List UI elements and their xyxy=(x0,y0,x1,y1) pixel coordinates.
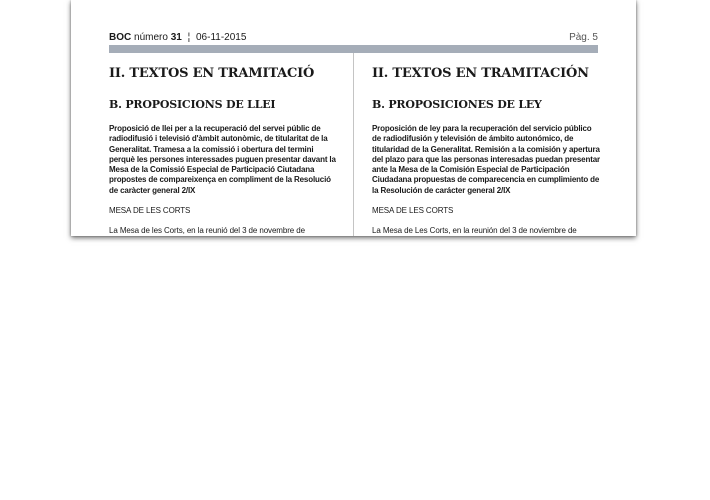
body-heading: MESA DE LES CORTS xyxy=(109,206,191,216)
journal-reference xyxy=(109,31,246,45)
header-separator: ¦ xyxy=(187,32,191,43)
subsection-title: B. PROPOSICIONES DE LEY xyxy=(372,98,542,111)
issue-date: 06-11-2015 xyxy=(196,32,247,43)
body-heading: MESA DE LES CORTS xyxy=(372,206,454,216)
column-divider xyxy=(353,53,354,236)
section-title: II. TEXTOS EN TRAMITACIÓ xyxy=(109,66,315,81)
header-rule xyxy=(109,45,598,53)
proposal-summary: Proposició de llei per a la recuperació del servei públic de radiodifusió i televisió d'àmbit autonòmic, de titularitat de la Generalitat. Tramesa a la comissió i obertura del termini perquè les persones interessades puguen presentar davant la Mesa de la Comissió Especial de Participació Ciutadana propostes de compareixença en compliment de la Resolució de caràcter general 2/IX xyxy=(109,124,336,195)
subsection-title: B. PROPOSICIONS DE LLEI xyxy=(109,98,276,111)
document-page xyxy=(71,0,636,236)
spanish-column xyxy=(372,66,600,236)
section-title: II. TEXTOS EN TRAMITACIÓN xyxy=(372,66,589,81)
page-header xyxy=(109,31,598,45)
issue-number-label: número xyxy=(134,32,168,43)
page-number: Pàg. 5 xyxy=(569,32,598,43)
catalan-column xyxy=(109,66,337,236)
journal-name: BOC xyxy=(109,32,132,43)
issue-number: 31 xyxy=(170,32,182,43)
body-paragraph: La Mesa de les Corts, en la reunió del 3 de novembre de xyxy=(109,226,305,236)
body-paragraph: La Mesa de Les Corts, en la reunión del 3 de noviembre de xyxy=(372,226,577,236)
proposal-summary: Proposición de ley para la recuperación del servicio público de radiodifusión y televisión de ámbito autonómico, de titularidad de la Generalitat. Remisión a la comisión y apertura del plazo para que las personas interesadas puedan presentar ante la Mesa de la Comisión Especial de Participación Ciudadana propuestas de comparecencia en cumplimiento de la Resolución de carácter general 2/IX xyxy=(372,124,600,195)
